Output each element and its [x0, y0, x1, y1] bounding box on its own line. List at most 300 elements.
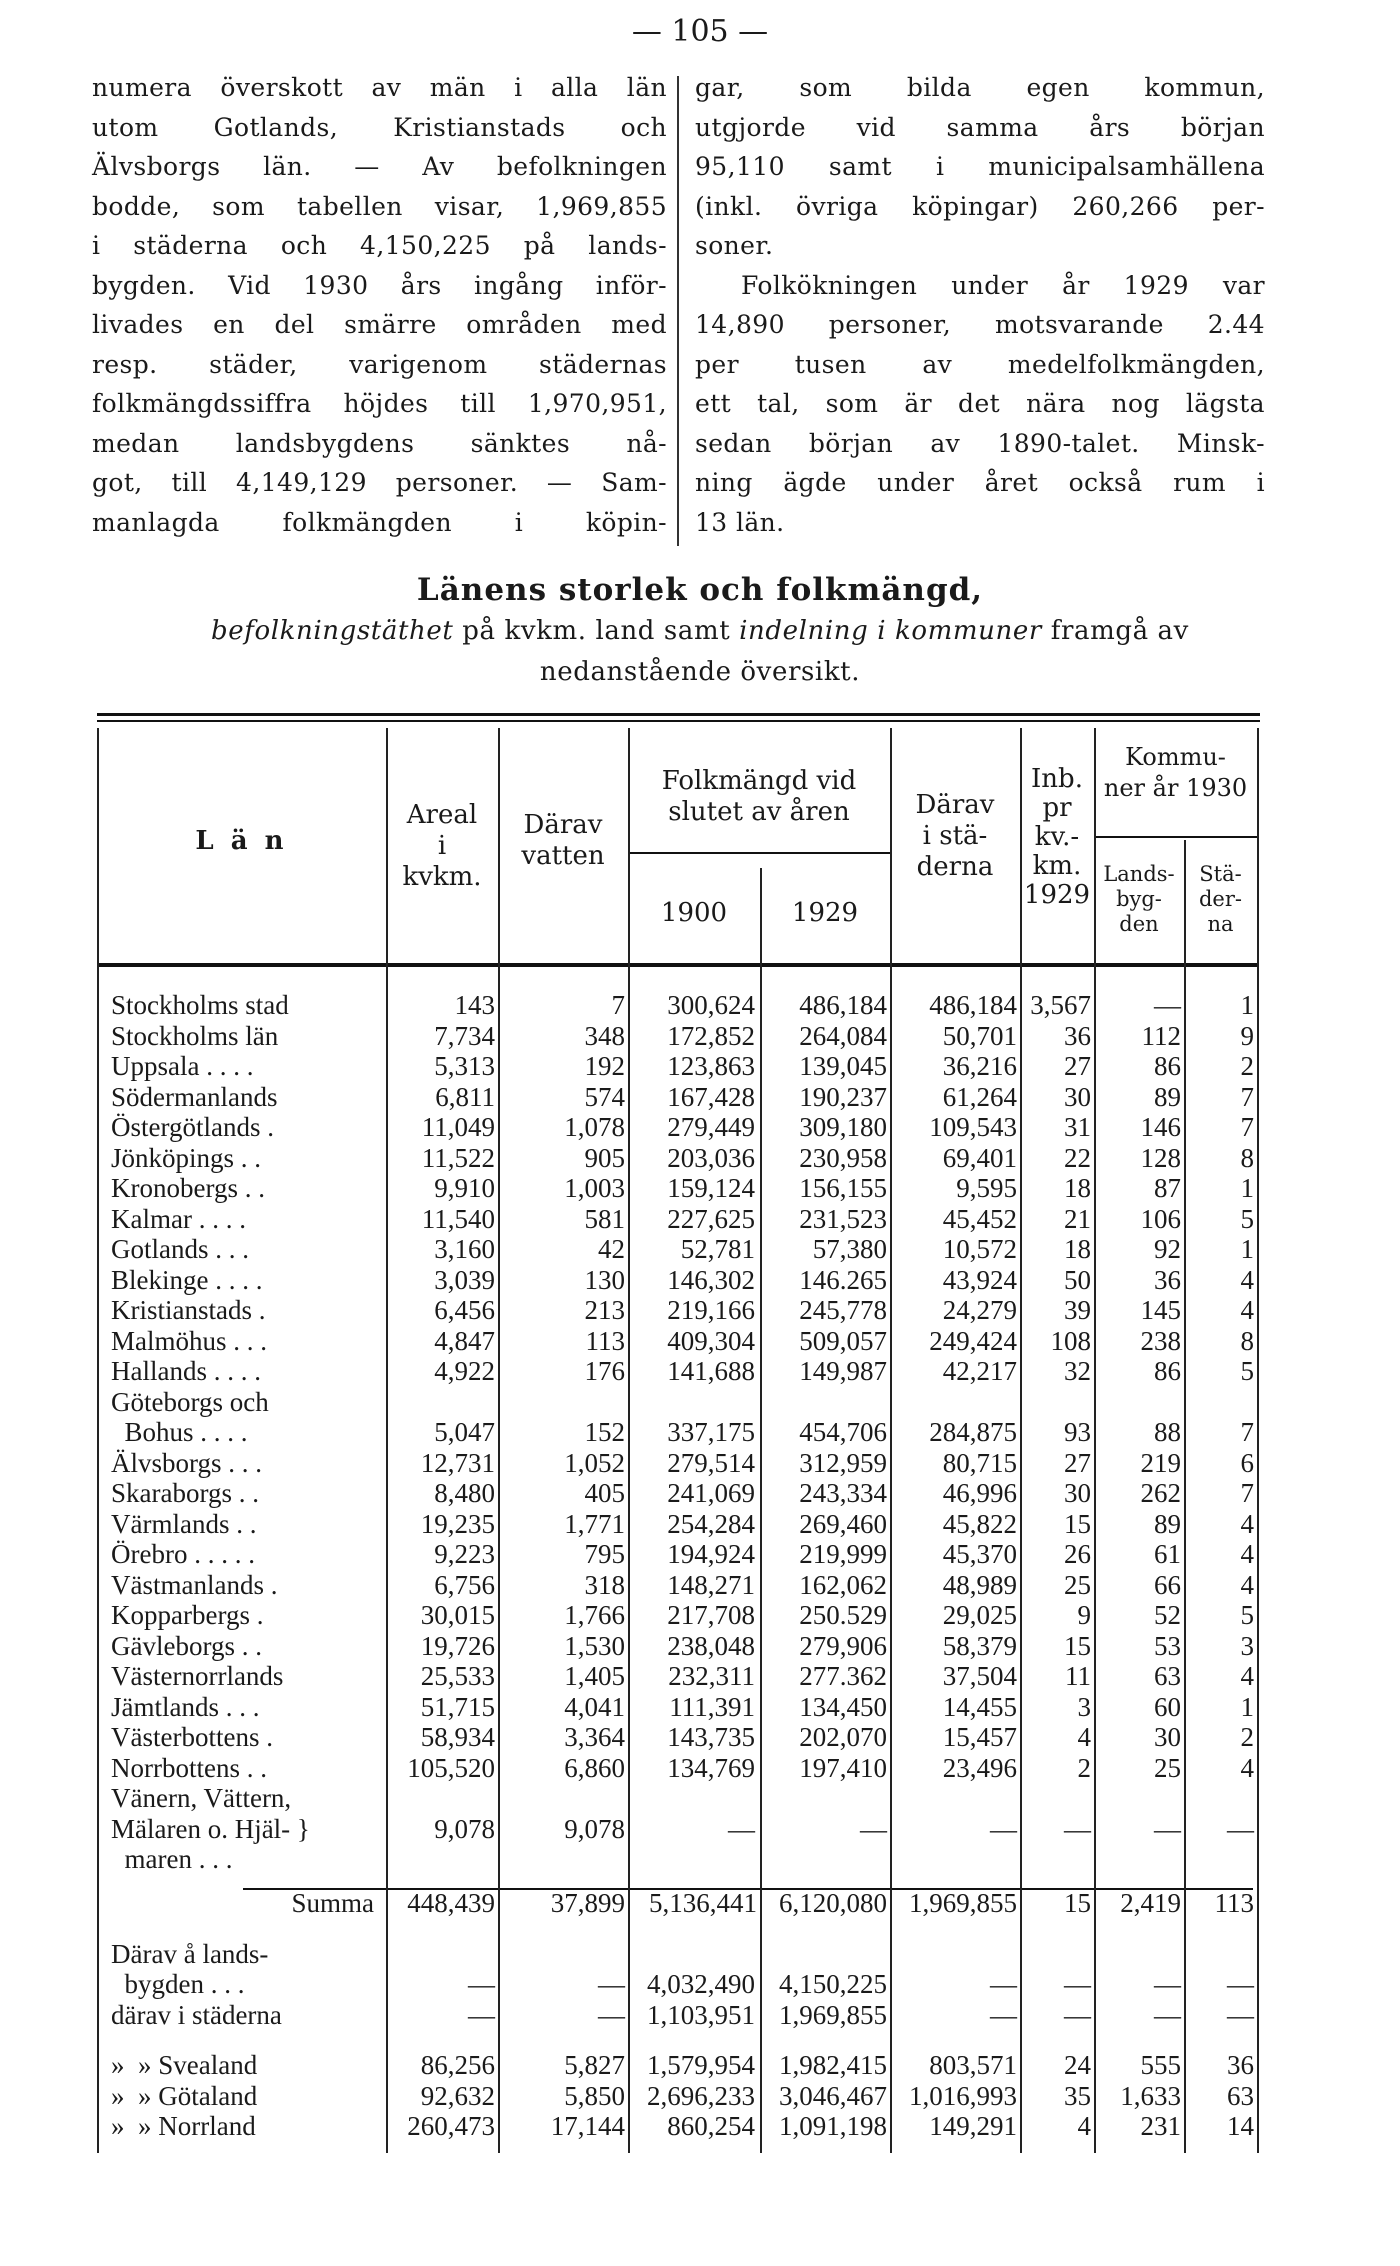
table-row — [97, 1204, 1257, 1235]
cell: — — [1227, 1969, 1254, 1999]
row-label — [97, 1509, 386, 1540]
cell: 106 — [1140, 1203, 1181, 1234]
cell: 277.362 — [799, 1661, 887, 1691]
cell: 42,217 — [942, 1356, 1017, 1386]
text-line: sedan början av 1890-talet. Minsk- — [695, 428, 1265, 458]
cell: 4 — [1240, 1752, 1254, 1783]
row-label-line: därav i städerna — [111, 1999, 282, 2030]
table-row — [97, 1143, 1257, 1174]
row-label — [97, 2111, 386, 2142]
cell: 113 — [1214, 1888, 1254, 1918]
header-vatten — [498, 810, 628, 872]
cell: 4,847 — [434, 1325, 495, 1356]
cell: 108 — [1050, 1325, 1091, 1356]
cell: 146 — [1140, 1112, 1181, 1142]
cell: 230,958 — [799, 1142, 887, 1173]
cell: 25 — [1064, 1569, 1091, 1600]
cell: 405 — [584, 1478, 625, 1508]
cell: — — [990, 1969, 1017, 1999]
header-line: pr — [1042, 793, 1072, 823]
cell: 4,922 — [434, 1356, 495, 1386]
header-line: Därav — [915, 790, 995, 820]
cell: 231 — [1140, 2111, 1181, 2141]
table-row — [97, 1509, 1257, 1540]
cell: 3,567 — [1030, 990, 1091, 1020]
cell: 2 — [1240, 1051, 1254, 1081]
cell: 45,822 — [942, 1508, 1017, 1539]
section-subtitle — [0, 616, 1400, 646]
cell: 149,291 — [929, 2111, 1017, 2141]
table-row — [97, 1021, 1257, 1052]
row-label-line: Vänern, Vättern, — [111, 1783, 292, 1813]
row-label — [97, 1051, 386, 1082]
cell: 86,256 — [420, 2050, 495, 2080]
header-line: km. — [1032, 851, 1082, 881]
cell: 21 — [1064, 1203, 1091, 1234]
cell: — — [1154, 1813, 1181, 1844]
cell: 254,284 — [667, 1508, 755, 1539]
table-row — [97, 1783, 1257, 1875]
cell: 149,987 — [799, 1356, 887, 1386]
cell: 249,424 — [929, 1325, 1017, 1356]
cell: 300,624 — [667, 990, 755, 1020]
cell: 146,302 — [667, 1264, 755, 1295]
cell: 50,701 — [942, 1020, 1017, 1051]
text-line: utom Gotlands, Kristianstads och — [92, 112, 667, 142]
cell: 1,579,954 — [647, 2050, 755, 2080]
row-label-line: bygden . . . — [111, 1969, 245, 1999]
row-label-line: Kristianstads . — [111, 1295, 266, 1325]
cell: — — [990, 1999, 1017, 2030]
table-row — [97, 1661, 1257, 1692]
cell: 52 — [1154, 1600, 1181, 1630]
cell: 42 — [598, 1234, 625, 1264]
cell: 109,543 — [929, 1112, 1017, 1142]
cell: 486,184 — [799, 990, 887, 1020]
cell: 31 — [1064, 1112, 1091, 1142]
cell: 61,264 — [942, 1081, 1017, 1112]
cell: 50 — [1064, 1264, 1091, 1295]
row-label-line: Summa — [291, 1888, 374, 1918]
cell: 92 — [1154, 1234, 1181, 1264]
cell: 4,041 — [564, 1691, 625, 1722]
row-label — [97, 1204, 386, 1235]
summa-row — [97, 1875, 1257, 1919]
cell: 1,766 — [564, 1600, 625, 1630]
cell: 5,136,441 — [649, 1888, 757, 1918]
header-line: den — [1119, 912, 1159, 936]
cell: — — [990, 1813, 1017, 1844]
section-subtitle-2: nedanstående översikt. — [539, 657, 861, 687]
cell: 905 — [584, 1142, 625, 1173]
cell: 113 — [585, 1325, 625, 1356]
row-label-line: Uppsala . . . . — [111, 1051, 254, 1081]
cell: 1,103,951 — [647, 1999, 755, 2030]
cell: 202,070 — [799, 1722, 887, 1752]
cell: 37,899 — [550, 1888, 625, 1918]
cell: 1,078 — [564, 1112, 625, 1142]
row-label-line: Kopparbergs . — [111, 1600, 264, 1630]
cell: 4 — [1240, 1661, 1254, 1691]
row-label-line: Blekinge . . . . — [111, 1264, 263, 1295]
cell: 11,049 — [421, 1112, 495, 1142]
row-label-line: Skaraborgs . . — [111, 1478, 259, 1508]
cell: 66 — [1154, 1569, 1181, 1600]
cell: 9 — [1077, 1600, 1091, 1630]
cell: 80,715 — [942, 1447, 1017, 1478]
row-label-line: » » Svealand — [111, 2050, 258, 2080]
cell: 803,571 — [929, 2050, 1017, 2080]
spacer — [97, 1919, 1257, 1939]
cell: 227,625 — [667, 1203, 755, 1234]
cell: 123,863 — [667, 1051, 755, 1081]
header-1929: 1929 — [791, 898, 859, 928]
table-row — [97, 1173, 1257, 1204]
cell: 250.529 — [799, 1600, 887, 1630]
spacer — [97, 2030, 1257, 2050]
cell: 4,032,490 — [647, 1969, 755, 1999]
cell: 24 — [1064, 2050, 1091, 2080]
cell: 148,271 — [667, 1569, 755, 1600]
subtitle-text-1: på kvkm. land samt — [453, 616, 740, 646]
cell: 9,078 — [564, 1813, 625, 1844]
header-staderna-2 — [1184, 862, 1257, 937]
row-label-line: » » Götaland — [111, 2080, 258, 2111]
cell: — — [598, 1999, 625, 2030]
text-line: got, till 4,149,129 personer. — Sam- — [92, 468, 667, 497]
text-line: ett tal, som är det nära nog lägsta — [695, 389, 1265, 418]
table-row — [97, 2081, 1257, 2112]
cell: — — [1227, 1813, 1254, 1844]
cell: 105,520 — [407, 1752, 495, 1783]
row-label-line: Gotlands . . . — [111, 1234, 249, 1264]
header-landsbygden — [1094, 862, 1184, 937]
row-label — [97, 1570, 386, 1601]
cell: 1 — [1240, 990, 1254, 1020]
cell: 7 — [1240, 1081, 1254, 1112]
cell: 11,540 — [421, 1203, 495, 1234]
cell: 8 — [1240, 1142, 1254, 1173]
header-1900: 1900 — [660, 898, 728, 928]
header-line: Lands- — [1103, 862, 1175, 886]
row-label-line: Västerbottens . — [111, 1722, 273, 1752]
cell: 6,811 — [435, 1081, 495, 1112]
cell: — — [1154, 1969, 1181, 1999]
cell: 197,410 — [799, 1752, 887, 1783]
cell: 5,313 — [434, 1051, 495, 1081]
cell: 176 — [584, 1356, 625, 1386]
text-line: medan landsbygdens sänktes nå- — [92, 428, 667, 458]
cell: 53 — [1154, 1630, 1181, 1661]
cell: 32 — [1064, 1356, 1091, 1386]
cell: 3 — [1077, 1691, 1091, 1722]
cell: 1,091,198 — [779, 2111, 887, 2141]
cell: 269,460 — [799, 1508, 887, 1539]
row-label — [97, 1600, 386, 1631]
row-label — [97, 2000, 386, 2031]
cell: 130 — [584, 1264, 625, 1295]
cell: 139,045 — [799, 1051, 887, 1081]
table-row — [97, 1295, 1257, 1326]
cell: 27 — [1064, 1051, 1091, 1081]
row-label — [97, 1692, 386, 1723]
row-label-line: Mälaren o. Hjäl- } — [111, 1813, 310, 1844]
cell: 17,144 — [550, 2111, 625, 2141]
cell: 89 — [1154, 1081, 1181, 1112]
cell: 19,235 — [420, 1508, 495, 1539]
cell: 37,504 — [942, 1661, 1017, 1691]
cell: 146.265 — [799, 1264, 887, 1295]
cell: 30,015 — [420, 1600, 495, 1630]
table-row — [97, 1600, 1257, 1631]
cell: 63 — [1227, 2080, 1254, 2111]
cell: 18 — [1064, 1234, 1091, 1264]
cell: 69,401 — [942, 1142, 1017, 1173]
cell: 156,155 — [799, 1173, 887, 1203]
cell: 27 — [1064, 1447, 1091, 1478]
cell: 14,455 — [942, 1691, 1017, 1722]
cell: 7 — [1240, 1112, 1254, 1142]
cell: 309,180 — [799, 1112, 887, 1142]
cell: 36 — [1064, 1020, 1091, 1051]
row-label-line: Södermanlands — [111, 1081, 278, 1112]
column-divider — [677, 76, 679, 546]
header-line: byg- — [1116, 887, 1162, 911]
cell: 9 — [1240, 1020, 1254, 1051]
cell: 45,370 — [942, 1539, 1017, 1569]
cell: 24,279 — [942, 1295, 1017, 1325]
cell: 172,852 — [667, 1020, 755, 1051]
row-label-line: Bohus . . . . — [111, 1417, 248, 1447]
text-line: soner. — [695, 231, 774, 260]
cell: 1,771 — [564, 1508, 625, 1539]
cell: — — [1064, 1969, 1091, 1999]
spacer-row — [97, 1919, 1257, 1939]
cell: 337,175 — [667, 1417, 755, 1447]
row-label — [97, 1143, 386, 1174]
header-line: i — [437, 831, 447, 861]
table-row — [97, 1692, 1257, 1723]
subtitle-italic-1: befolkningstäthet — [211, 616, 454, 646]
cell: 9,910 — [434, 1173, 495, 1203]
row-label — [97, 1387, 386, 1448]
cell: 194,924 — [667, 1539, 755, 1569]
cell: 318 — [584, 1569, 625, 1600]
text-line: numera överskott av män i alla län — [92, 73, 667, 102]
row-label — [97, 1082, 386, 1113]
table-row — [97, 1387, 1257, 1448]
table-row — [97, 2111, 1257, 2142]
row-label-line: Stockholms stad — [111, 990, 289, 1020]
cell: 36,216 — [942, 1051, 1017, 1081]
cell: 279,906 — [799, 1630, 887, 1661]
cell: 245,778 — [799, 1295, 887, 1325]
table-top-rule-2 — [97, 720, 1260, 722]
table-row — [97, 1570, 1257, 1601]
cell: 219,166 — [667, 1295, 755, 1325]
row-label — [97, 1295, 386, 1326]
cell: 279,514 — [667, 1447, 755, 1478]
cell: 219,999 — [799, 1539, 887, 1569]
row-label-line: Malmöhus . . . — [111, 1325, 268, 1356]
cell: 9,078 — [434, 1813, 495, 1844]
row-label-line: Gävleborgs . . — [111, 1630, 262, 1661]
row-label — [97, 1173, 386, 1204]
text-line: livades en del smärre områden med — [92, 310, 667, 339]
header-bottom-rule — [97, 963, 1257, 967]
cell: 5 — [1240, 1356, 1254, 1386]
header-line: Därav — [523, 810, 603, 840]
cell: 219 — [1140, 1447, 1181, 1478]
cell: 454,706 — [799, 1417, 887, 1447]
cell: — — [1154, 990, 1181, 1020]
cell: 15 — [1064, 1508, 1091, 1539]
cell: 25,533 — [420, 1661, 495, 1691]
section-title: Länens storlek och folkmängd, — [416, 572, 984, 608]
cell: 284,875 — [929, 1417, 1017, 1447]
cell: — — [1154, 1999, 1181, 2030]
table-top-rule — [97, 713, 1260, 716]
cell: 1,052 — [564, 1447, 625, 1478]
header-line: vatten — [521, 841, 605, 871]
cell: 23,496 — [942, 1752, 1017, 1783]
cell: 4,150,225 — [779, 1969, 887, 1999]
row-label — [97, 990, 386, 1021]
cell: 1,405 — [564, 1661, 625, 1691]
cell: 46,996 — [942, 1478, 1017, 1508]
cell: 162,062 — [799, 1569, 887, 1600]
cell: 141,688 — [667, 1356, 755, 1386]
cell: 574 — [584, 1081, 625, 1112]
row-label — [97, 1326, 386, 1357]
row-label — [97, 1939, 386, 2000]
row-label — [97, 1722, 386, 1753]
cell: 111,391 — [669, 1691, 755, 1722]
cell: 60 — [1154, 1691, 1181, 1722]
table-row — [97, 1265, 1257, 1296]
cell: 260,473 — [407, 2111, 495, 2141]
cell: 86 — [1154, 1356, 1181, 1386]
cell: 145 — [1140, 1295, 1181, 1325]
cell: — — [468, 1969, 495, 1999]
cell: 52,781 — [680, 1234, 755, 1264]
header-line: Stä- — [1199, 862, 1242, 886]
header-line: Areal — [406, 800, 478, 830]
header-kommuner — [1094, 742, 1257, 804]
cell: 89 — [1154, 1508, 1181, 1539]
cell: 6,860 — [564, 1752, 625, 1783]
cell: 112 — [1141, 1020, 1181, 1051]
cell: 4 — [1240, 1295, 1254, 1325]
table-row — [97, 1753, 1257, 1784]
cell: 9,595 — [956, 1173, 1017, 1203]
cell: 58,379 — [942, 1630, 1017, 1661]
cell: 312,959 — [799, 1447, 887, 1478]
cell: 18 — [1064, 1173, 1091, 1203]
cell: 134,450 — [799, 1691, 887, 1722]
row-label-line: Västernorrlands — [111, 1661, 284, 1691]
row-label-line: Värmlands . . — [111, 1508, 257, 1539]
cell: 7 — [1240, 1478, 1254, 1508]
cell: 43,924 — [942, 1264, 1017, 1295]
header-lan: L ä n — [195, 826, 288, 856]
cell: 167,428 — [667, 1081, 755, 1112]
row-label — [97, 1875, 386, 1919]
table-row — [97, 1539, 1257, 1570]
cell: 6,456 — [434, 1295, 495, 1325]
header-line: kv.- — [1034, 822, 1080, 852]
row-label — [97, 2081, 386, 2112]
cell: 1,982,415 — [779, 2050, 887, 2080]
cell: — — [1064, 1999, 1091, 2030]
cell: 213 — [584, 1295, 625, 1325]
cell: 6,756 — [434, 1569, 495, 1600]
cell: 2,696,233 — [647, 2080, 755, 2111]
cell: 2,419 — [1120, 1888, 1181, 1918]
cell: 143,735 — [667, 1722, 755, 1752]
header-line: kvkm. — [402, 862, 482, 892]
cell: 57,380 — [812, 1234, 887, 1264]
cell: 88 — [1154, 1417, 1181, 1447]
header-staderna — [890, 790, 1020, 883]
text-line: Älvsborgs län. — Av befolkningen — [92, 152, 667, 181]
header-line: 1929 — [1023, 880, 1091, 910]
row-label-line: Älvsborgs . . . — [111, 1447, 263, 1478]
cell: 1 — [1240, 1691, 1254, 1722]
row-label-line: » » Norrland — [111, 2111, 256, 2141]
header-line: ner år 1930 — [1103, 774, 1248, 802]
cell: 12,731 — [420, 1447, 495, 1478]
row-label — [97, 1448, 386, 1479]
row-label-line: Norrbottens . . — [111, 1752, 267, 1783]
cell: — — [598, 1969, 625, 1999]
cell: 448,439 — [407, 1888, 495, 1918]
cell: 348 — [584, 1020, 625, 1051]
cell: 87 — [1154, 1173, 1181, 1203]
cell: 5,047 — [434, 1417, 495, 1447]
cell: 7,734 — [434, 1020, 495, 1051]
cell: 555 — [1140, 2050, 1181, 2080]
cell: 8,480 — [434, 1478, 495, 1508]
cell: 409,304 — [667, 1325, 755, 1356]
cell: 4 — [1077, 1722, 1091, 1752]
row-label — [97, 1356, 386, 1387]
cell: 4 — [1240, 1569, 1254, 1600]
cell: 509,057 — [799, 1325, 887, 1356]
cell: 22 — [1064, 1142, 1091, 1173]
cell: 1,969,855 — [909, 1888, 1017, 1918]
cell: 3,039 — [434, 1264, 495, 1295]
table-row — [97, 990, 1257, 1021]
row-label-line: Västmanlands . — [111, 1569, 278, 1600]
text-line: Folkökningen under år 1929 var — [741, 270, 1265, 300]
cell: 128 — [1140, 1142, 1181, 1173]
row-label-line: maren . . . — [111, 1844, 233, 1874]
text-line: ning ägde under året också rum i — [695, 468, 1265, 497]
header-line: derna — [916, 852, 994, 882]
header-line: Kommu- — [1125, 743, 1226, 771]
cell: 238 — [1140, 1325, 1181, 1356]
text-line: utgjorde vid samma års början — [695, 112, 1265, 142]
cell: 8 — [1240, 1325, 1254, 1356]
cell: 217,708 — [667, 1600, 755, 1630]
cell: 4 — [1240, 1508, 1254, 1539]
page-number: — 105 — — [631, 14, 769, 49]
cell: 30 — [1064, 1081, 1091, 1112]
cell: 6 — [1240, 1447, 1254, 1478]
table-right-border — [1257, 728, 1259, 2153]
row-label — [97, 1265, 386, 1296]
